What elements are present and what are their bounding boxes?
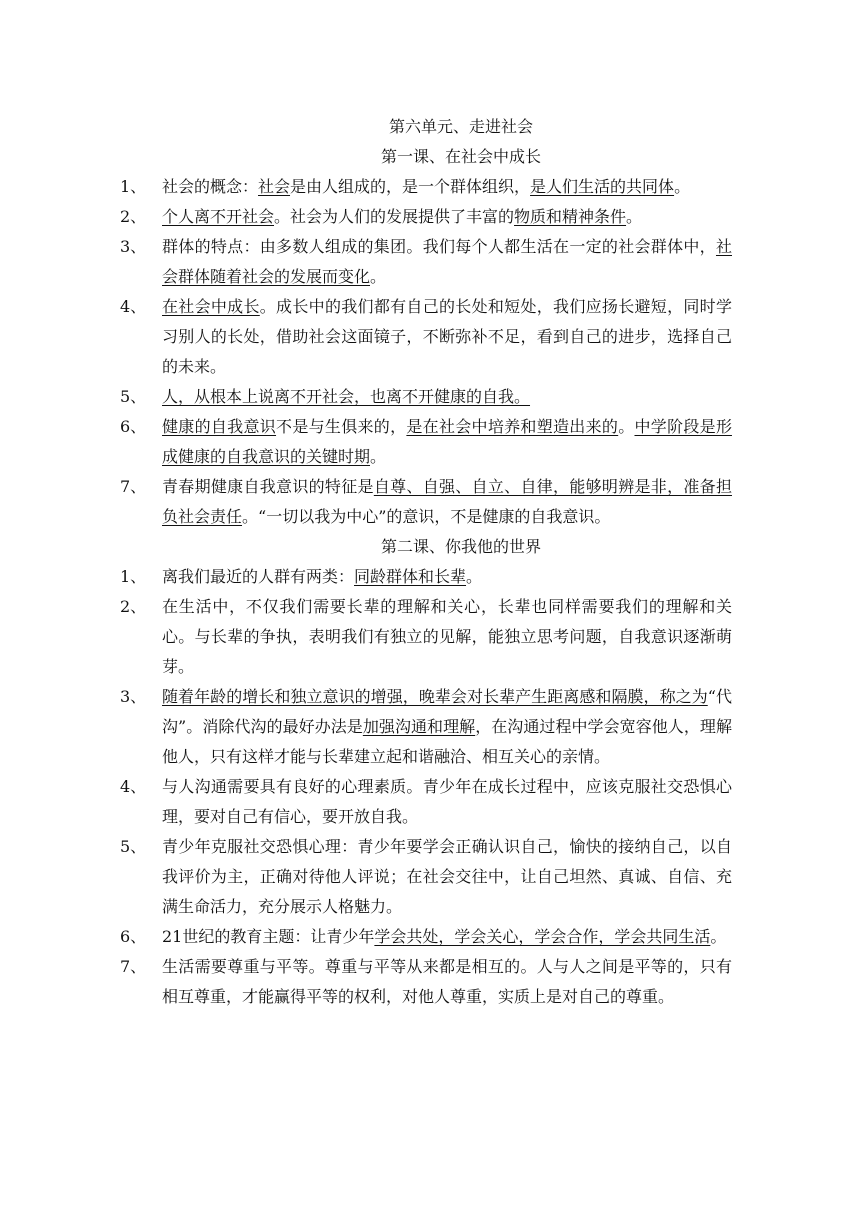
- underlined-key-phrase: 随着年龄的增长和独立意识的增强，晚辈会对长辈产生距离感和隔膜，称之为: [162, 687, 708, 706]
- list-item: [120, 772, 732, 832]
- text-segment: 。: [466, 567, 483, 586]
- item-number: 5、: [120, 837, 147, 856]
- lesson-section: [120, 142, 732, 532]
- text-segment: 是由人组成的，是一个群体组织，: [290, 177, 531, 196]
- text-segment: 。: [626, 207, 643, 226]
- item-number: 3、: [120, 687, 147, 706]
- list-item: [120, 952, 732, 1012]
- text-segment: 。“一切以我为中心”的意识，不是健康的自我意识。: [242, 507, 611, 526]
- item-number: 1、: [120, 177, 147, 196]
- text-segment: 。消除代沟的最好办法是: [186, 717, 363, 736]
- underlined-key-phrase: 在社会中成长: [162, 297, 260, 316]
- text-segment: 社会的概念：: [162, 177, 259, 196]
- item-number: 6、: [120, 417, 147, 436]
- item-text: [162, 472, 732, 532]
- item-text: [162, 382, 732, 412]
- item-text: [162, 952, 732, 1012]
- text-segment: 。: [710, 927, 727, 946]
- text-segment: 群体的特点：由多数人组成的集团。我们每个人都生活在一定的社会群体中，: [162, 237, 716, 256]
- item-text: [162, 232, 732, 292]
- text-segment: 。社会为人们的发展提供了丰富的: [274, 207, 515, 226]
- underlined-key-phrase: 社会: [258, 177, 291, 196]
- text-segment: 。: [674, 177, 691, 196]
- item-number: 4、: [120, 297, 147, 316]
- underlined-key-phrase: 学会共处，学会关心，学会合作，学会共同生活: [374, 927, 711, 946]
- item-text: [162, 292, 732, 382]
- underlined-key-phrase: 是在社会中培养和塑造出来的: [406, 417, 619, 436]
- item-text: [162, 922, 732, 952]
- underlined-key-phrase: 加强沟通和理解: [362, 717, 476, 736]
- text-segment: 21世纪的教育主题：让青少年: [162, 927, 375, 946]
- item-text: [162, 202, 732, 232]
- list-item: [120, 472, 732, 532]
- text-segment: 。: [370, 267, 387, 286]
- list-item: [120, 202, 732, 232]
- item-number: 2、: [120, 597, 147, 616]
- item-text: [162, 562, 732, 592]
- text-segment: 。成长中的我们都有自己的长处和短处，我们应扬长避短，同时学习别人的长处，借助社会这面镜子，不断弥补不足，看到自己的进步，选择自己的未来。: [162, 297, 732, 376]
- item-text: [162, 172, 732, 202]
- lesson-title: 第一课、在社会中成长: [380, 147, 541, 166]
- item-number: 4、: [120, 777, 147, 796]
- list-item: [120, 592, 732, 682]
- item-text: [162, 412, 732, 472]
- text-segment: 离我们最近的人群有两类：: [162, 567, 355, 586]
- text-segment: 。: [370, 447, 387, 466]
- text-segment: ，在沟通过程中学会宽容他人，理解他人，只有这样才能与长辈建立起和谐融洽、相互关心的亲情。: [162, 717, 732, 766]
- item-number: 7、: [120, 477, 147, 496]
- text-segment: 在生活中，不仅我们需要长辈的理解和关心，长辈也同样需要我们的理解和关心。与长辈的争执，表明我们有独立的见解，能独立思考问题，自我意识逐渐萌芽。: [162, 597, 732, 676]
- item-text: [162, 682, 732, 772]
- lesson-section: [120, 532, 732, 1012]
- text-segment: 生活需要尊重与平等。尊重与平等从来都是相互的。人与人之间是平等的，只有相互尊重，才能赢得平等的权利，对他人尊重，实质上是对自己的尊重。: [162, 957, 732, 1006]
- underlined-key-phrase: 同龄群体和长辈: [354, 567, 467, 586]
- underlined-key-phrase: 自尊、自强、自立、自律，能够明辨是非，准备担负社会责任: [162, 477, 732, 526]
- item-number: 7、: [120, 957, 147, 976]
- list-item: [120, 292, 732, 382]
- list-item: [120, 832, 732, 922]
- item-number: 1、: [120, 567, 147, 586]
- item-number: 3、: [120, 237, 147, 256]
- text-segment: “代沟”: [162, 687, 732, 736]
- list-item: [120, 922, 732, 952]
- text-segment: 不是与生俱来的，: [276, 417, 407, 436]
- item-number: 5、: [120, 387, 147, 406]
- underlined-key-phrase: 健康的自我意识: [162, 417, 277, 436]
- unit-title: 第六单元、走进社会: [388, 117, 533, 136]
- underlined-key-phrase: 个人离不开社会: [162, 207, 275, 226]
- list-item: [120, 412, 732, 472]
- text-segment: 。: [618, 417, 635, 436]
- item-text: [162, 832, 732, 922]
- underlined-key-phrase: 人，从根本上说离不开社会，也离不开健康的自我。: [162, 387, 531, 406]
- list-item: [120, 232, 732, 292]
- item-text: [162, 772, 732, 832]
- list-item: [120, 382, 732, 412]
- document-content: [120, 112, 732, 1012]
- text-segment: 青少年克服社交恐惧心理：青少年要学会正确认识自己，愉快的接纳自己，以自我评价为主，正确对待他人评说；在社会交往中，让自己坦然、真诚、自信、充满生命活力，充分展示人格魅力。: [162, 837, 732, 916]
- list-item: [120, 172, 732, 202]
- lesson-title: 第二课、你我他的世界: [380, 537, 541, 556]
- item-number: 2、: [120, 207, 147, 226]
- underlined-key-phrase: 社会群体随着社会的发展而变化: [162, 237, 732, 286]
- text-segment: 与人沟通需要具有良好的心理素质。青少年在成长过程中，应该克服社交恐惧心理，要对自己有信心，要开放自我。: [162, 777, 732, 826]
- item-text: [162, 592, 732, 682]
- underlined-key-phrase: 是人们生活的共同体: [530, 177, 675, 196]
- lessons-container: [120, 142, 732, 1012]
- underlined-key-phrase: 物质和精神条件: [514, 207, 627, 226]
- list-item: [120, 562, 732, 592]
- list-item: [120, 682, 732, 772]
- text-segment: 青春期健康自我意识的特征是: [162, 477, 374, 496]
- item-number: 6、: [120, 927, 147, 946]
- underlined-key-phrase: 中学阶段是形成健康的自我意识的关键时期: [162, 417, 732, 466]
